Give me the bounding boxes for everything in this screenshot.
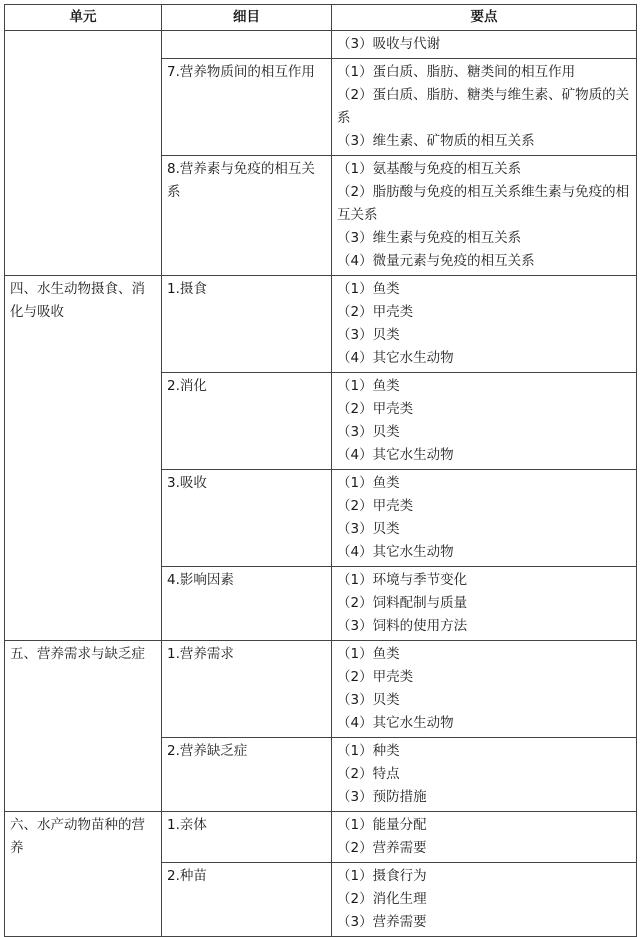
item-cell <box>162 31 332 59</box>
item-cell: 1.亲体 <box>162 812 332 863</box>
point-item: （4）其它水生动物 <box>337 350 454 366</box>
item-cell: 1.营养需求 <box>162 641 332 738</box>
unit-cell: 四、水生动物摄食、消化与吸收 <box>5 276 162 641</box>
header-unit: 单元 <box>5 5 162 31</box>
table-row <box>5 31 637 59</box>
point-item: （2）蛋白质、脂肪、糖类与维生素、矿物质的关系 <box>337 87 630 126</box>
point-item: （3）吸收与代谢 <box>337 36 441 52</box>
table-row <box>5 276 637 373</box>
item-cell: 4.影响因素 <box>162 567 332 641</box>
syllabus-table <box>4 4 637 937</box>
unit-cell <box>5 31 162 276</box>
points-cell <box>332 863 637 937</box>
point-item: （3）维生素、矿物质的相互关系 <box>337 133 535 149</box>
point-item: （2）营养需要 <box>337 840 427 856</box>
points-cell <box>332 31 637 59</box>
point-item: （1）蛋白质、脂肪、糖类间的相互作用 <box>337 64 576 80</box>
header-item: 细目 <box>162 5 332 31</box>
table-row <box>5 812 637 863</box>
item-cell: 2.消化 <box>162 373 332 470</box>
point-item: （1）种类 <box>337 743 400 759</box>
point-item: （4）其它水生动物 <box>337 715 454 731</box>
points-cell <box>332 567 637 641</box>
table-header <box>5 5 637 31</box>
item-cell: 1.摄食 <box>162 276 332 373</box>
point-item: （1）鱼类 <box>337 475 400 491</box>
points-cell <box>332 470 637 567</box>
point-item: （2）甲壳类 <box>337 669 414 685</box>
point-item: （2）消化生理 <box>337 891 427 907</box>
point-item: （1）能量分配 <box>337 817 427 833</box>
item-cell: 3.吸收 <box>162 470 332 567</box>
points-cell <box>332 276 637 373</box>
points-cell <box>332 373 637 470</box>
points-cell <box>332 738 637 812</box>
header-row <box>5 5 637 31</box>
point-item: （4）其它水生动物 <box>337 544 454 560</box>
points-cell <box>332 59 637 156</box>
point-item: （1）鱼类 <box>337 378 400 394</box>
point-item: （4）微量元素与免疫的相互关系 <box>337 253 535 269</box>
item-cell: 2.种苗 <box>162 863 332 937</box>
point-item: （3）营养需要 <box>337 914 427 930</box>
point-item: （2）饲料配制与质量 <box>337 595 468 611</box>
item-cell: 2.营养缺乏症 <box>162 738 332 812</box>
unit-cell: 五、营养需求与缺乏症 <box>5 641 162 812</box>
point-item: （2）特点 <box>337 766 400 782</box>
item-cell: 7.营养物质间的相互作用 <box>162 59 332 156</box>
point-item: （1）环境与季节变化 <box>337 572 468 588</box>
point-item: （2）甲壳类 <box>337 498 414 514</box>
table-body <box>5 31 637 937</box>
point-item: （1）氨基酸与免疫的相互关系 <box>337 161 522 177</box>
point-item: （3）贝类 <box>337 327 400 343</box>
table-row <box>5 641 637 738</box>
point-item: （3）维生素与免疫的相互关系 <box>337 230 522 246</box>
point-item: （3）贝类 <box>337 692 400 708</box>
point-item: （1）鱼类 <box>337 646 400 662</box>
point-item: （4）其它水生动物 <box>337 447 454 463</box>
points-cell <box>332 812 637 863</box>
item-cell: 8.营养素与免疫的相互关系 <box>162 156 332 276</box>
point-item: （3）贝类 <box>337 521 400 537</box>
point-item: （2）甲壳类 <box>337 401 414 417</box>
points-cell <box>332 156 637 276</box>
point-item: （3）饲料的使用方法 <box>337 618 468 634</box>
point-item: （2）脂肪酸与免疫的相互关系维生素与免疫的相互关系 <box>337 184 630 223</box>
point-item: （3）贝类 <box>337 424 400 440</box>
points-cell <box>332 641 637 738</box>
point-item: （2）甲壳类 <box>337 304 414 320</box>
point-item: （1）摄食行为 <box>337 868 427 884</box>
unit-cell: 六、水产动物苗种的营养 <box>5 812 162 937</box>
point-item: （1）鱼类 <box>337 281 400 297</box>
point-item: （3）预防措施 <box>337 789 427 805</box>
header-points: 要点 <box>332 5 637 31</box>
